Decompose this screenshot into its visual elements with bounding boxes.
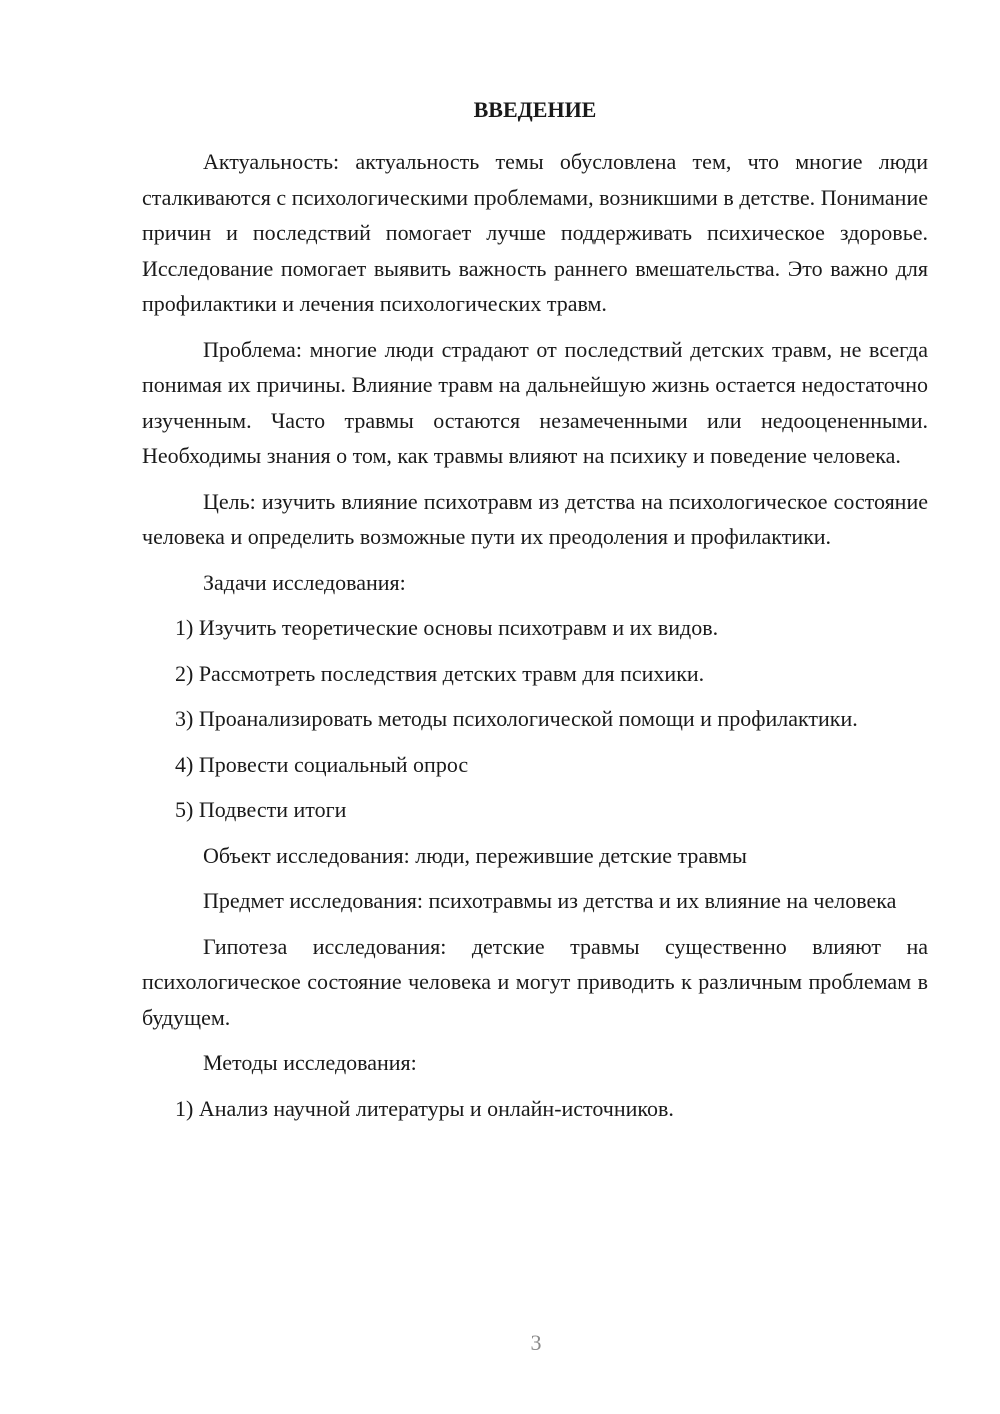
object-paragraph: Объект исследования: люди, пережившие детские травмы [203, 842, 747, 868]
task-item-3: 3) Проанализировать методы психологической помощи и профилактики. [175, 706, 858, 731]
relevance-paragraph: Актуальность: актуальность темы обусловлена тем, что многие люди сталкиваются с психологическими проблемами, возникшими в детстве. Понимание причин и последствий помогает лучше поддерживать психическое здоровье. Исследование помогает выявить важность раннего вмешательства. Это важно для профилактики и лечения психологических травм. [142, 149, 928, 316]
method-item-1: 1) Анализ научной литературы и онлайн-источников. [175, 1095, 674, 1121]
problem-paragraph: Проблема: многие люди страдают от последствий детских травм, не всегда понимая их причины. Влияние травм на дальнейшую жизнь остается недостаточно изученным. Часто травмы остаются незамеченными или недооцененными. Необходимы знания о том, как травмы влияют на психику и поведение человека. [142, 336, 928, 468]
task-item-1: 1) Изучить теоретические основы психотравм и их видов. [175, 615, 719, 640]
subject-paragraph: Предмет исследования: психотравмы из детства и их влияние на человека [203, 888, 897, 913]
document-page [142, 94, 928, 1136]
task-item-5: 5) Подвести итоги [175, 797, 347, 822]
page-title: ВВЕДЕНИЕ [473, 97, 597, 122]
page-number: 3 [530, 1330, 542, 1355]
task-item-4: 4) Провести социальный опрос [175, 751, 469, 777]
task-item-2: 2) Рассмотреть последствия детских травм для психики. [175, 660, 705, 686]
goal-paragraph: Цель: изучить влияние психотравм из детства на психологическое состояние человека и определить возможные пути их преодоления и профилактики. [142, 488, 928, 549]
hypothesis-paragraph: Гипотеза исследования: детские травмы существенно влияют на психологическое состояние человека и могут приводить к различным проблемам в будущем. [142, 933, 928, 1030]
tasks-title: Задачи исследования: [203, 569, 406, 595]
methods-title: Методы исследования: [203, 1050, 417, 1075]
